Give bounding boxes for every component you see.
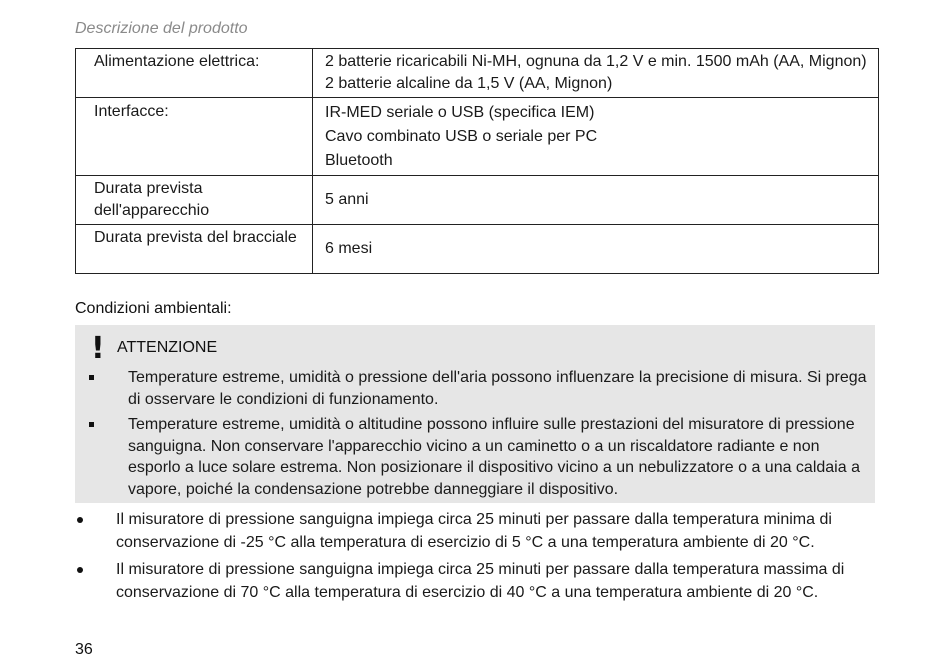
warning-label: ATTENZIONE bbox=[117, 339, 218, 356]
table-row bbox=[76, 225, 879, 274]
square-bullet-icon bbox=[89, 375, 94, 380]
spec-table bbox=[75, 48, 879, 274]
square-bullet-icon bbox=[89, 422, 94, 427]
table-row bbox=[76, 49, 879, 98]
list-item-text: Il misuratore di pressione sanguigna impiega circa 25 minuti per passare dalla temperatura minima di conservazione di -25 °C alla temperatura di esercizio di 5 °C a una temperatura ambiente di 20 °C. bbox=[116, 511, 832, 551]
value-line: 2 batterie alcaline da 1,5 V (AA, Mignon) bbox=[325, 75, 613, 92]
bullet-dot-icon bbox=[77, 567, 83, 573]
warning-item-text: Temperature estreme, umidità o altitudine possono influire sulle prestazioni del misuratore di pressione sanguigna. Non conservare l'apparecchio vicino a un caminetto o a un riscaldatore radiante e non esporlo a luce solare estrema. Non posizionare il dispositivo vicino a un nebulizzatore o a una caldaia a vapore, poiché la condensazione potrebbe danneggiare il dispositivo. bbox=[128, 416, 860, 498]
table-cell-label: Alimentazione elettrica: bbox=[76, 49, 313, 98]
section-title: Condizioni ambientali: bbox=[75, 300, 232, 317]
table-cell-value bbox=[313, 225, 879, 274]
value-line: IR-MED seriale o USB (specifica IEM) bbox=[325, 104, 595, 121]
list-item-text: Il misuratore di pressione sanguigna impiega circa 25 minuti per passare dalla temperatura massima di conservazione di 70 °C alla temperatura di esercizio di 40 °C a una temperatura ambiente di 20 °C. bbox=[116, 561, 845, 601]
table-cell-value bbox=[313, 98, 879, 176]
bullet-dot-icon bbox=[77, 517, 83, 523]
value-line: 6 mesi bbox=[325, 240, 373, 257]
warning-item-text: Temperature estreme, umidità o pressione dell'aria possono influenzare la precisione di misura. Si prega di osservare le condizioni di funzionamento. bbox=[128, 369, 867, 408]
value-line: Cavo combinato USB o seriale per PC bbox=[325, 128, 598, 145]
section-header-title: Descrizione del prodotto bbox=[75, 20, 248, 37]
table-cell-label: Interfacce: bbox=[76, 98, 313, 176]
table-cell-label: Durata prevista del bracciale bbox=[76, 225, 313, 274]
table-cell-label: Durata prevista dell'apparecchio bbox=[76, 176, 313, 225]
exclamation-icon: ! bbox=[91, 331, 105, 366]
warning-box bbox=[75, 325, 875, 503]
page-number: 36 bbox=[75, 641, 93, 658]
table-cell-value bbox=[313, 49, 879, 98]
value-line: Bluetooth bbox=[325, 152, 393, 169]
table-row bbox=[76, 176, 879, 225]
value-line: 2 batterie ricaricabili Ni-MH, ognuna da 1,2 V e min. 1500 mAh (AA, Mignon) bbox=[325, 53, 867, 70]
value-line: 5 anni bbox=[325, 191, 369, 208]
table-cell-value bbox=[313, 176, 879, 225]
table-row bbox=[76, 98, 879, 176]
